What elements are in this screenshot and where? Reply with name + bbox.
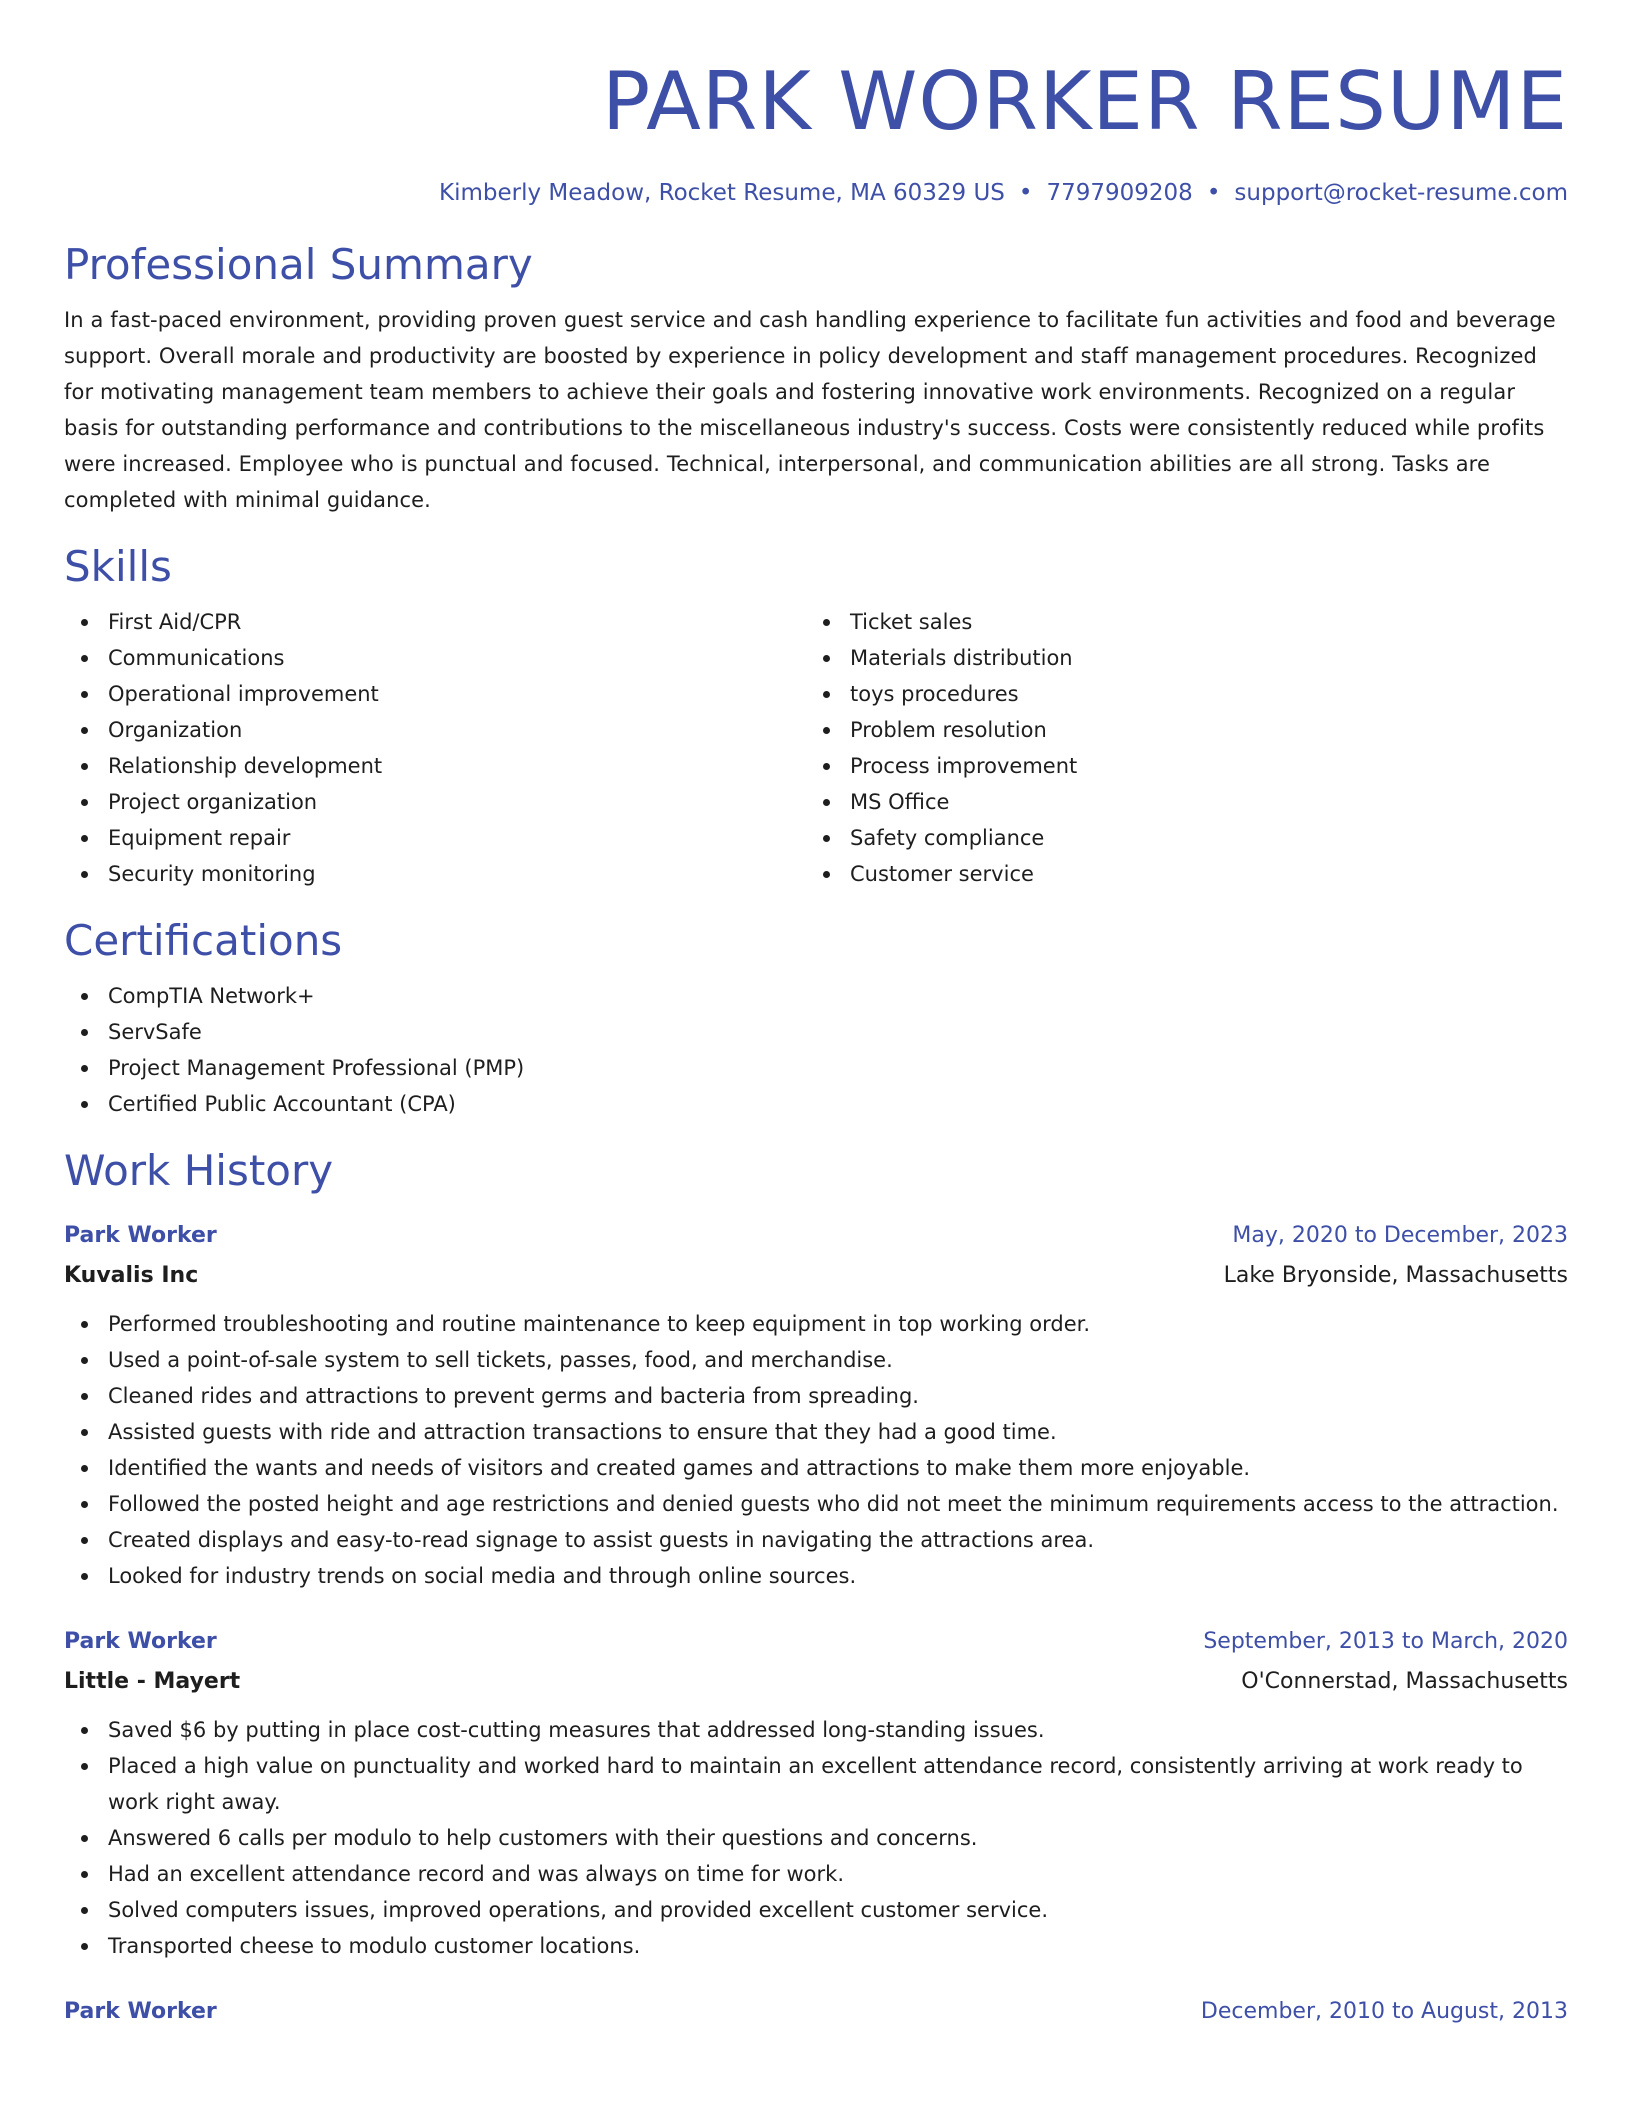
job-entry — [64, 1992, 1568, 2032]
job-bullet: Created displays and easy-to-read signage to assist guests in navigating the attractions area. — [64, 1522, 1568, 1558]
job-bullet: Had an excellent attendance record and was always on time for work. — [64, 1856, 1568, 1892]
contact-address: Kimberly Meadow, Rocket Resume, MA 60329 US — [439, 180, 1005, 206]
job-title-row — [64, 1216, 1568, 1256]
job-bullet: Identified the wants and needs of visitors and created games and attractions to make them more enjoyable. — [64, 1450, 1568, 1486]
job-bullet: Looked for industry trends on social media and through online sources. — [64, 1558, 1568, 1594]
skill-item: Communications — [64, 640, 806, 676]
summary-text: In a fast-paced environment, providing proven guest service and cash handling experience to facilitate fun activities and food and beverage support. Overall morale and productivity are boosted by experience in policy development and staff management procedures. Recognized for motivating management team members to achieve their goals and fostering innovative work environments. Recognized on a regular basis for outstanding performance and contributions to the miscellaneous industry's success. Costs were consistently reduced while profits were increased. Employee who is punctual and focused. Technical, interpersonal, and communication abilities are all strong. Tasks are completed with minimal guidance. — [64, 308, 1556, 512]
skills-list-left — [64, 604, 806, 892]
job-bullets — [64, 1306, 1568, 1594]
certifications-heading: Certifications — [64, 916, 343, 965]
resume-title: PARK WORKER RESUME — [601, 55, 1568, 148]
job-location: Lake Bryonside, Massachusetts — [1223, 1263, 1568, 1288]
skill-item: Organization — [64, 712, 806, 748]
skill-item: Ticket sales — [806, 604, 1548, 640]
job-bullet: Solved computers issues, improved operations, and provided excellent customer service. — [64, 1892, 1568, 1928]
job-company-row — [64, 1662, 1568, 1702]
contact-phone: 7797909208 — [1046, 180, 1193, 206]
certification-item: ServSafe — [64, 1014, 1568, 1050]
job-title: Park Worker — [64, 1629, 217, 1654]
job-bullet: Answered 6 calls per modulo to help customers with their questions and concerns. — [64, 1820, 1568, 1856]
job-title-row — [64, 1992, 1568, 2032]
skill-item: Project organization — [64, 784, 806, 820]
skill-item: Materials distribution — [806, 640, 1548, 676]
job-company: Kuvalis Inc — [64, 1263, 199, 1288]
job-dates: December, 2010 to August, 2013 — [1200, 1999, 1568, 2024]
summary-heading: Professional Summary — [64, 240, 533, 289]
skill-item: Problem resolution — [806, 712, 1548, 748]
skill-item: First Aid/CPR — [64, 604, 806, 640]
job-bullet: Assisted guests with ride and attraction transactions to ensure that they had a good time. — [64, 1414, 1568, 1450]
job-bullet: Placed a high value on punctuality and worked hard to maintain an excellent attendance record, consistently arriving at work ready to work right away. — [64, 1748, 1568, 1820]
skill-item: Equipment repair — [64, 820, 806, 856]
skills-columns — [64, 604, 1568, 892]
skill-item: Operational improvement — [64, 676, 806, 712]
work-history-heading: Work History — [64, 1146, 334, 1195]
job-bullet: Transported cheese to modulo customer locations. — [64, 1928, 1568, 1964]
job-company-row — [64, 1256, 1568, 1296]
certification-item: Certified Public Accountant (CPA) — [64, 1086, 1568, 1122]
job-bullet: Followed the posted height and age restrictions and denied guests who did not meet the minimum requirements access to the attraction. — [64, 1486, 1568, 1522]
skill-item: Relationship development — [64, 748, 806, 784]
job-location: O'Connerstad, Massachusetts — [1241, 1669, 1568, 1694]
job-company: Little - Mayert — [64, 1669, 241, 1694]
job-bullets — [64, 1712, 1568, 1964]
skill-item: Security monitoring — [64, 856, 806, 892]
job-bullet: Saved $6 by putting in place cost-cutting measures that addressed long-standing issues. — [64, 1712, 1568, 1748]
job-entry — [64, 1216, 1568, 1594]
contact-separator: • — [1018, 180, 1033, 206]
skill-item: Process improvement — [806, 748, 1548, 784]
skill-item: MS Office — [806, 784, 1548, 820]
contact-line — [64, 178, 1568, 208]
skills-list-right — [806, 604, 1548, 892]
job-bullet: Cleaned rides and attractions to prevent germs and bacteria from spreading. — [64, 1378, 1568, 1414]
resume-page — [64, 0, 1568, 2032]
certification-item: CompTIA Network+ — [64, 978, 1568, 1014]
job-bullet: Used a point-of-sale system to sell tickets, passes, food, and merchandise. — [64, 1342, 1568, 1378]
job-dates: September, 2013 to March, 2020 — [1203, 1629, 1568, 1654]
job-title-row — [64, 1622, 1568, 1662]
job-title: Park Worker — [64, 1223, 217, 1248]
skill-item: Customer service — [806, 856, 1548, 892]
resume-header — [64, 52, 1568, 208]
certification-item: Project Management Professional (PMP) — [64, 1050, 1568, 1086]
skill-item: Safety compliance — [806, 820, 1548, 856]
job-title: Park Worker — [64, 1999, 217, 2024]
contact-email: support@rocket-resume.com — [1234, 180, 1568, 206]
job-entry — [64, 1622, 1568, 1964]
skill-item: toys procedures — [806, 676, 1548, 712]
job-dates: May, 2020 to December, 2023 — [1232, 1223, 1568, 1248]
contact-separator: • — [1206, 180, 1221, 206]
skills-heading: Skills — [64, 542, 172, 591]
job-bullet: Performed troubleshooting and routine maintenance to keep equipment in top working order. — [64, 1306, 1568, 1342]
certifications-list — [64, 978, 1568, 1122]
